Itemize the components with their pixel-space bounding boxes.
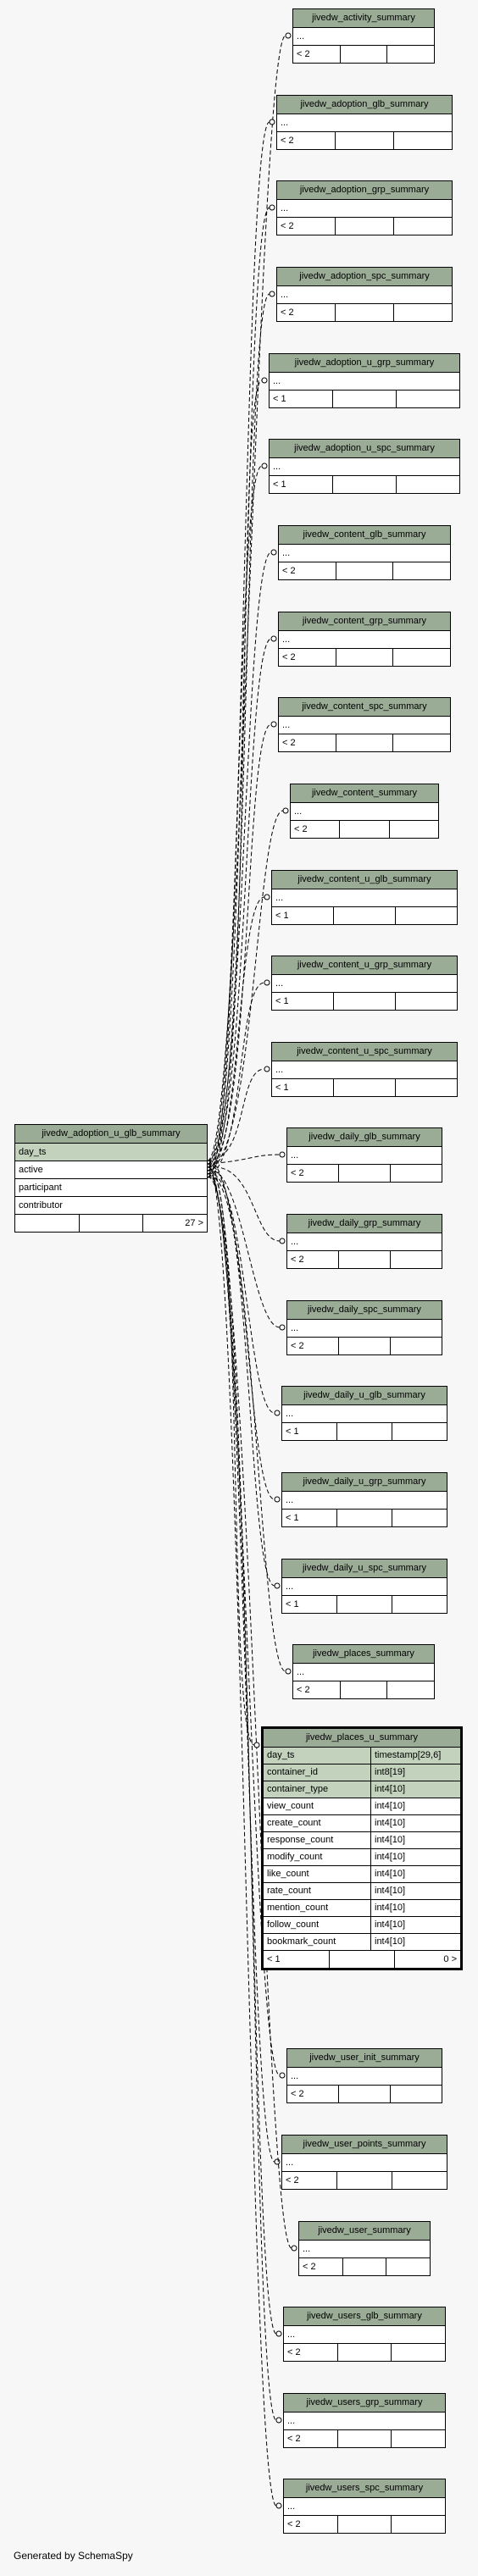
- table-header: jivedw_adoption_u_spc_summary: [270, 440, 459, 458]
- footer-cell: < 1: [282, 1423, 337, 1440]
- table-header: jivedw_daily_glb_summary: [287, 1128, 442, 1147]
- crowfoot-marker: [271, 550, 276, 555]
- table-header: jivedw_content_glb_summary: [279, 526, 450, 545]
- table-footer: [277, 304, 452, 321]
- related-table: [286, 1127, 442, 1183]
- table-footer: [277, 132, 452, 149]
- footer-cell: < 1: [264, 1951, 330, 1968]
- table-header: jivedw_adoption_grp_summary: [277, 181, 452, 200]
- footer-cell: [336, 734, 394, 751]
- column-name: rate_count: [264, 1883, 371, 1900]
- footer-cell: [336, 304, 394, 321]
- footer-cell: [341, 46, 388, 63]
- table-header: jivedw_daily_u_glb_summary: [282, 1387, 447, 1405]
- table-column: participant: [15, 1179, 207, 1197]
- table-column: ...: [277, 114, 452, 132]
- table-header: jivedw_adoption_glb_summary: [277, 96, 452, 114]
- related-table: [290, 784, 439, 839]
- table-header: jivedw_activity_summary: [293, 9, 434, 28]
- column-type: int4[10]: [371, 1900, 460, 1917]
- footer-cell: [337, 2172, 392, 2189]
- table-footer: [282, 2172, 447, 2189]
- table-header: jivedw_content_u_grp_summary: [272, 956, 457, 975]
- table-header: jivedw_daily_grp_summary: [287, 1215, 442, 1233]
- table-footer: [270, 476, 459, 493]
- footer-cell: [15, 1215, 80, 1232]
- footer-cell: [333, 391, 397, 407]
- table-footer: [279, 734, 450, 751]
- table-header: jivedw_content_grp_summary: [279, 612, 450, 631]
- related-table: [283, 2307, 446, 2362]
- footer-cell: [334, 907, 396, 924]
- table-footer: [279, 649, 450, 666]
- table-column: ...: [270, 373, 459, 391]
- crowfoot-marker: [280, 1325, 285, 1330]
- generated-by-note: Generated by SchemaSpy: [14, 2550, 133, 2562]
- table-column: ...: [279, 545, 450, 562]
- crowfoot-marker: [275, 1410, 280, 1415]
- column-type: int4[10]: [371, 1781, 460, 1798]
- crowfoot-marker: [254, 1742, 259, 1748]
- table-column: ...: [282, 1492, 447, 1510]
- table-header: jivedw_places_summary: [293, 1645, 434, 1664]
- related-table: [292, 8, 435, 64]
- footer-cell: 0 >: [443, 1954, 458, 1964]
- table-footer: [282, 1510, 447, 1526]
- crowfoot-marker: [262, 378, 267, 383]
- footer-cell: [338, 2516, 392, 2533]
- table-header: jivedw_adoption_u_glb_summary: [15, 1125, 207, 1144]
- table-header: jivedw_daily_u_spc_summary: [282, 1559, 447, 1578]
- table-header: jivedw_users_grp_summary: [284, 2394, 445, 2413]
- footer-cell: < 2: [284, 2516, 338, 2533]
- column-grid: [264, 1748, 460, 1951]
- footer-cell: [343, 2258, 387, 2275]
- table-header: jivedw_content_spc_summary: [279, 698, 450, 717]
- footer-cell: < 2: [277, 304, 336, 321]
- footer-cell: [393, 562, 450, 579]
- footer-cell: [386, 2258, 430, 2275]
- footer-cell: [397, 391, 459, 407]
- crowfoot-marker: [286, 33, 291, 38]
- footer-cell: [336, 649, 394, 666]
- related-table: [278, 697, 451, 752]
- table-footer: [299, 2258, 430, 2275]
- table-footer: [293, 1681, 434, 1698]
- footer-cell: [396, 1079, 457, 1096]
- column-type: timestamp[29,6]: [371, 1748, 460, 1764]
- footer-cell: [330, 1951, 396, 1968]
- relationship-edge: [208, 1174, 292, 2248]
- related-table: [271, 870, 458, 925]
- footer-cell: < 2: [277, 218, 336, 235]
- related-table: [278, 525, 451, 580]
- table-column: ...: [287, 1320, 442, 1338]
- table-column: ...: [282, 2154, 447, 2172]
- relationship-edge: [208, 208, 270, 1167]
- table-column: contributor: [15, 1197, 207, 1215]
- footer-cell: < 2: [279, 649, 336, 666]
- footer-cell: [339, 2086, 391, 2102]
- related-table: [276, 180, 453, 235]
- table-column: ...: [282, 1405, 447, 1423]
- table-column: ...: [277, 200, 452, 218]
- table-footer: [287, 1338, 442, 1354]
- relationship-edge: [208, 122, 270, 1164]
- related-table: [281, 2135, 447, 2190]
- footer-cell: [336, 562, 394, 579]
- column-type: int4[10]: [371, 1866, 460, 1883]
- column-name: follow_count: [264, 1917, 371, 1934]
- column-type: int4[10]: [371, 1883, 460, 1900]
- column-name: response_count: [264, 1832, 371, 1849]
- footer-cell: < 1: [282, 1510, 337, 1526]
- table-footer: [279, 562, 450, 579]
- table-footer: [287, 1165, 442, 1182]
- table-header: jivedw_users_spc_summary: [284, 2479, 445, 2498]
- table-column: ...: [287, 2068, 442, 2086]
- footer-cell: [396, 907, 457, 924]
- crowfoot-marker: [264, 895, 270, 900]
- column-type: int4[10]: [371, 1832, 460, 1849]
- relationship-edge: [208, 1069, 264, 1161]
- table-column: ...: [284, 2498, 445, 2516]
- table-footer: [15, 1215, 207, 1232]
- footer-cell: [334, 993, 396, 1010]
- crowfoot-marker: [262, 463, 267, 468]
- table-header: jivedw_daily_u_grp_summary: [282, 1473, 447, 1492]
- column-name: container_id: [264, 1764, 371, 1781]
- crowfoot-marker: [276, 2418, 281, 2423]
- crowfoot-marker: [264, 1066, 270, 1072]
- related-table: [276, 95, 453, 150]
- related-table: [269, 353, 460, 408]
- table-column: ...: [279, 717, 450, 734]
- footer-cell: [391, 1165, 442, 1182]
- footer-cell: [391, 1251, 442, 1268]
- footer-cell: [387, 1681, 434, 1698]
- relationship-edge: [208, 1167, 254, 1745]
- column-name: create_count: [264, 1815, 371, 1832]
- table-column: ...: [291, 803, 438, 821]
- footer-cell: [391, 1338, 442, 1354]
- footer-cell: [392, 2172, 447, 2189]
- footer-cell: [392, 1423, 447, 1440]
- table-header: jivedw_user_summary: [299, 2222, 430, 2241]
- column-name: container_type: [264, 1781, 371, 1798]
- related-table: [269, 439, 460, 494]
- crowfoot-marker: [270, 119, 275, 125]
- footer-cell: [339, 1251, 391, 1268]
- related-table: [286, 1214, 442, 1269]
- column-name: bookmark_count: [264, 1934, 371, 1951]
- footer-cell: [333, 476, 397, 493]
- footer-cell: < 2: [279, 734, 336, 751]
- table-header: jivedw_user_init_summary: [287, 2049, 442, 2068]
- footer-cell: < 1: [270, 391, 333, 407]
- footer-cell: < 2: [277, 132, 336, 149]
- related-table: [283, 2393, 446, 2448]
- related-table: [281, 1472, 447, 1527]
- table-column: day_ts: [15, 1144, 207, 1161]
- footer-cell: [338, 2430, 392, 2447]
- table-column: ...: [272, 889, 457, 907]
- table-footer: [282, 1596, 447, 1613]
- table-column: ...: [293, 28, 434, 46]
- table-footer: [272, 907, 457, 924]
- footer-cell: 27 >: [185, 1218, 204, 1228]
- related-table: [271, 1042, 458, 1097]
- column-type: int4[10]: [371, 1849, 460, 1866]
- footer-cell: [337, 1596, 392, 1613]
- column-name: mention_count: [264, 1900, 371, 1917]
- footer-cell: [337, 1423, 392, 1440]
- table-column: ...: [299, 2241, 430, 2258]
- table-column: ...: [277, 286, 452, 304]
- table-header: jivedw_content_u_spc_summary: [272, 1043, 457, 1061]
- table-footer: [284, 2430, 445, 2447]
- table-column: ...: [287, 1147, 442, 1165]
- related-table: [271, 956, 458, 1011]
- footer-cell: [391, 2086, 442, 2102]
- footer-cell: < 2: [284, 2344, 338, 2361]
- table-footer: [287, 2086, 442, 2102]
- related-table: [281, 1559, 447, 1614]
- column-type: int4[10]: [371, 1934, 460, 1951]
- table-header: jivedw_places_u_summary: [264, 1729, 460, 1748]
- table-footer: [293, 46, 434, 63]
- footer-cell: < 1: [272, 907, 334, 924]
- crowfoot-marker: [275, 2159, 280, 2164]
- crowfoot-marker: [271, 636, 276, 641]
- table-footer: [277, 218, 452, 235]
- table-header: jivedw_content_summary: [291, 784, 438, 803]
- related-table: [276, 267, 453, 322]
- footer-cell: [80, 1215, 144, 1232]
- footer-cell: [336, 132, 394, 149]
- crowfoot-marker: [270, 205, 275, 210]
- table-header: jivedw_adoption_spc_summary: [277, 268, 452, 286]
- footer-cell: [393, 734, 450, 751]
- relationship-edge: [208, 724, 271, 1167]
- footer-cell: [338, 2344, 392, 2361]
- related-table: [283, 2479, 446, 2534]
- footer-cell: [334, 1079, 396, 1096]
- footer-cell: [339, 1338, 391, 1354]
- crowfoot-marker: [276, 2503, 281, 2508]
- column-type: int8[19]: [371, 1764, 460, 1781]
- relationship-edge: [208, 380, 262, 1174]
- footer-cell: [397, 476, 459, 493]
- footer-cell: [390, 821, 438, 838]
- footer-cell: < 2: [282, 2172, 337, 2189]
- footer-cell: [396, 993, 457, 1010]
- footer-cell: [336, 218, 394, 235]
- footer-cell: [339, 1165, 391, 1182]
- column-name: view_count: [264, 1798, 371, 1815]
- footer-cell: [387, 46, 434, 63]
- table-column: ...: [284, 2326, 445, 2344]
- footer-cell: [392, 1510, 447, 1526]
- related-table: [298, 2221, 431, 2276]
- table-footer: [264, 1951, 460, 1968]
- related-table: [278, 612, 451, 667]
- table-column: ...: [282, 1578, 447, 1596]
- crowfoot-marker: [276, 2331, 281, 2336]
- footer-cell: [394, 132, 452, 149]
- crowfoot-marker: [280, 2073, 285, 2078]
- footer-cell: [392, 2344, 445, 2361]
- table-footer: [270, 391, 459, 407]
- table-column: ...: [284, 2413, 445, 2430]
- crowfoot-marker: [283, 808, 288, 813]
- crowfoot-marker: [271, 722, 276, 727]
- related-table: [286, 2048, 442, 2103]
- crowfoot-marker: [264, 980, 270, 985]
- column-name: like_count: [264, 1866, 371, 1883]
- table-footer: [272, 1079, 457, 1096]
- crowfoot-marker: [270, 291, 275, 296]
- crowfoot-marker: [286, 1669, 291, 1674]
- crowfoot-marker: [280, 1238, 285, 1244]
- column-type: int4[10]: [371, 1798, 460, 1815]
- footer-cell: < 2: [284, 2430, 338, 2447]
- table-footer: [282, 1423, 447, 1440]
- column-name: modify_count: [264, 1849, 371, 1866]
- footer-cell: < 1: [272, 1079, 334, 1096]
- crowfoot-marker: [275, 1497, 280, 1502]
- footer-cell: < 2: [299, 2258, 343, 2275]
- footer-cell: [392, 2430, 445, 2447]
- related-table: [292, 1644, 435, 1699]
- table-column: ...: [272, 975, 457, 993]
- related-table: [281, 1386, 447, 1441]
- table-column: ...: [272, 1061, 457, 1079]
- footer-cell: < 2: [293, 46, 341, 63]
- related-table: [286, 1300, 442, 1355]
- relationship-edge: [208, 1167, 280, 1241]
- footer-cell: [341, 1681, 388, 1698]
- table-column: active: [15, 1161, 207, 1179]
- footer-cell: < 2: [287, 1338, 339, 1354]
- column-type: int4[10]: [371, 1815, 460, 1832]
- table-footer: [287, 1251, 442, 1268]
- table-column: ...: [293, 1664, 434, 1681]
- footer-cell: < 2: [287, 2086, 339, 2102]
- footer-cell: < 1: [272, 993, 334, 1010]
- footer-cell: [340, 821, 389, 838]
- table-footer: [284, 2516, 445, 2533]
- column-type: int4[10]: [371, 1917, 460, 1934]
- table-footer: [291, 821, 438, 838]
- table-header: jivedw_users_glb_summary: [284, 2307, 445, 2326]
- footer-cell: < 2: [293, 1681, 341, 1698]
- footer-cell: [394, 218, 452, 235]
- footer-cell: < 2: [279, 562, 336, 579]
- crowfoot-marker: [292, 2246, 297, 2251]
- crowfoot-marker: [280, 1152, 285, 1157]
- footer-cell: < 2: [287, 1165, 339, 1182]
- table-header: jivedw_user_points_summary: [282, 2136, 447, 2154]
- footer-cell: < 1: [282, 1596, 337, 1613]
- footer-cell: [337, 1510, 392, 1526]
- table-column: ...: [287, 1233, 442, 1251]
- footer-cell: < 1: [270, 476, 333, 493]
- table-header: jivedw_daily_spc_summary: [287, 1301, 442, 1320]
- table-header: jivedw_adoption_u_grp_summary: [270, 354, 459, 373]
- focus-table: [261, 1726, 463, 1970]
- footer-cell: < 2: [287, 1251, 339, 1268]
- footer-cell: < 2: [291, 821, 340, 838]
- table-header: jivedw_content_u_glb_summary: [272, 871, 457, 889]
- table-column: ...: [270, 458, 459, 476]
- footer-cell: [392, 2516, 445, 2533]
- column-name: day_ts: [264, 1748, 371, 1764]
- footer-cell: [394, 304, 452, 321]
- footer-cell: [392, 1596, 447, 1613]
- relationship-edge: [208, 294, 270, 1171]
- table-column: ...: [279, 631, 450, 649]
- footer-cell: [393, 649, 450, 666]
- table-footer: [284, 2344, 445, 2361]
- table-footer: [272, 993, 457, 1010]
- crowfoot-marker: [275, 1583, 280, 1588]
- main-table: [14, 1124, 208, 1233]
- relationship-edge: [208, 552, 271, 1161]
